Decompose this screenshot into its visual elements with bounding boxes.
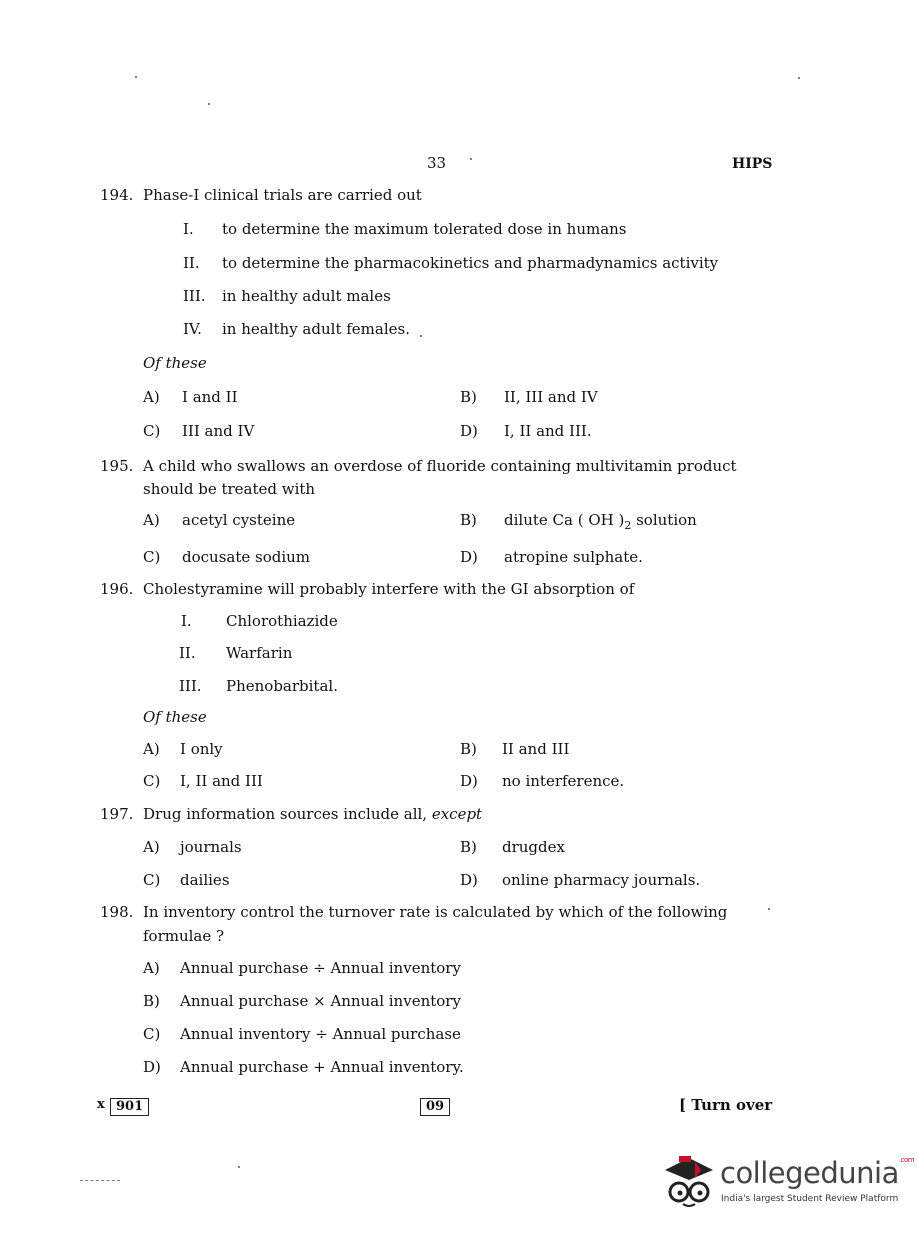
option-text: II and III (502, 740, 570, 758)
of-these-label: Of these (143, 708, 207, 726)
brand-tagline: India's largest Student Review Platform (721, 1194, 899, 1204)
option-letter: C) (143, 1025, 161, 1043)
option-letter: D) (460, 772, 478, 790)
scan-speck (798, 77, 800, 79)
option-text: Annual purchase ÷ Annual inventory (180, 959, 461, 977)
option-letter: C) (143, 548, 161, 566)
question-number: 197. (100, 805, 134, 823)
question-text-emphasis: except (431, 805, 483, 823)
question-number: 194. (100, 186, 134, 204)
question-text-line2: should be treated with (143, 480, 316, 498)
statement-number: III. (179, 677, 202, 695)
statement-text: Phenobarbital. (226, 677, 338, 695)
question-text: Phase-I clinical trials are carried out (143, 186, 422, 204)
header-code: HIPS (732, 156, 773, 172)
scan-speck (420, 335, 422, 337)
option-letter: C) (143, 422, 161, 440)
page-number: 33 (427, 154, 447, 172)
statement-number: III. (183, 287, 206, 305)
question-number: 198. (100, 903, 134, 921)
option-letter: D) (143, 1058, 161, 1076)
option-letter: B) (143, 992, 160, 1010)
footer-set-box (420, 1096, 450, 1116)
question-text (143, 805, 482, 823)
footer-series-box (110, 1096, 149, 1116)
option-text: online pharmacy journals. (502, 871, 701, 889)
option-letter: C) (143, 871, 161, 889)
brand-name (720, 1156, 914, 1190)
statement-text: Chlorothiazide (226, 612, 338, 630)
brand-text: collegedunia (720, 1156, 899, 1190)
set-code: 09 (420, 1098, 450, 1116)
option-text: dailies (180, 871, 230, 889)
option-text-main: dilute Ca ( OH ) (504, 511, 625, 529)
statement-number: II. (183, 254, 200, 272)
statement-text: to determine the pharmacokinetics and pharmadynamics activity (222, 254, 719, 272)
option-letter: B) (460, 838, 477, 856)
question-number: 196. (100, 580, 134, 598)
option-letter: A) (143, 838, 160, 856)
option-letter: A) (143, 740, 160, 758)
option-text: no interference. (502, 772, 625, 790)
option-text: I, II and III. (504, 422, 592, 440)
option-text: drugdex (502, 838, 565, 856)
question-text-line1: A child who swallows an overdose of fluoride containing multivitamin product (143, 457, 737, 475)
option-text-tail: solution (631, 511, 697, 529)
option-text: I only (180, 740, 223, 758)
option-text: atropine sulphate. (504, 548, 643, 566)
graduate-mascot-icon (655, 1150, 717, 1212)
option-text: I and II (182, 388, 238, 406)
turn-over-label: [ Turn over (679, 1096, 773, 1114)
option-letter: D) (460, 548, 478, 566)
option-text: docusate sodium (182, 548, 311, 566)
question-text: Cholestyramine will probably interfere with the GI absorption of (143, 580, 635, 598)
option-letter: D) (460, 422, 478, 440)
series-code: 901 (110, 1098, 149, 1116)
scan-speck (470, 158, 472, 160)
scan-speck (768, 908, 770, 910)
option-letter: B) (460, 740, 477, 758)
question-number: 195. (100, 457, 134, 475)
brand-suffix: .com (898, 1156, 915, 1164)
option-letter: A) (143, 959, 160, 977)
option-text: acetyl cysteine (182, 511, 296, 529)
option-letter: C) (143, 772, 161, 790)
question-text-line1: In inventory control the turnover rate is calculated by which of the following (143, 903, 728, 921)
statement-number: II. (179, 644, 196, 662)
option-letter: B) (460, 388, 477, 406)
statement-text: in healthy adult males (222, 287, 391, 305)
statement-number: I. (183, 220, 194, 238)
scan-speck (208, 103, 210, 105)
scan-speck (238, 1166, 240, 1168)
statement-number: I. (181, 612, 192, 630)
question-text-main: Drug information sources include all, (143, 805, 432, 823)
statement-text: to determine the maximum tolerated dose in humans (222, 220, 627, 238)
option-letter: A) (143, 511, 160, 529)
question-text-line2: formulae ? (143, 927, 225, 945)
option-text: Annual purchase × Annual inventory (180, 992, 461, 1010)
statement-text: in healthy adult females. (222, 320, 410, 338)
scan-mark (80, 1180, 120, 1181)
option-letter: B) (460, 511, 477, 529)
collegedunia-watermark (655, 1150, 915, 1220)
option-text: Annual inventory ÷ Annual purchase (180, 1025, 461, 1043)
option-text: I, II and III (180, 772, 263, 790)
option-text: Annual purchase + Annual inventory. (180, 1058, 464, 1076)
option-text: II, III and IV (504, 388, 598, 406)
option-text: III and IV (182, 422, 255, 440)
option-letter: A) (143, 388, 160, 406)
of-these-label: Of these (143, 354, 207, 372)
option-text (504, 511, 697, 532)
scan-speck (135, 76, 137, 78)
statement-number: IV. (183, 320, 202, 338)
footer-prefix: x (97, 1097, 105, 1112)
option-text: journals (180, 838, 242, 856)
option-letter: D) (460, 871, 478, 889)
subscript: 2 (624, 519, 632, 532)
statement-text: Warfarin (226, 644, 293, 662)
